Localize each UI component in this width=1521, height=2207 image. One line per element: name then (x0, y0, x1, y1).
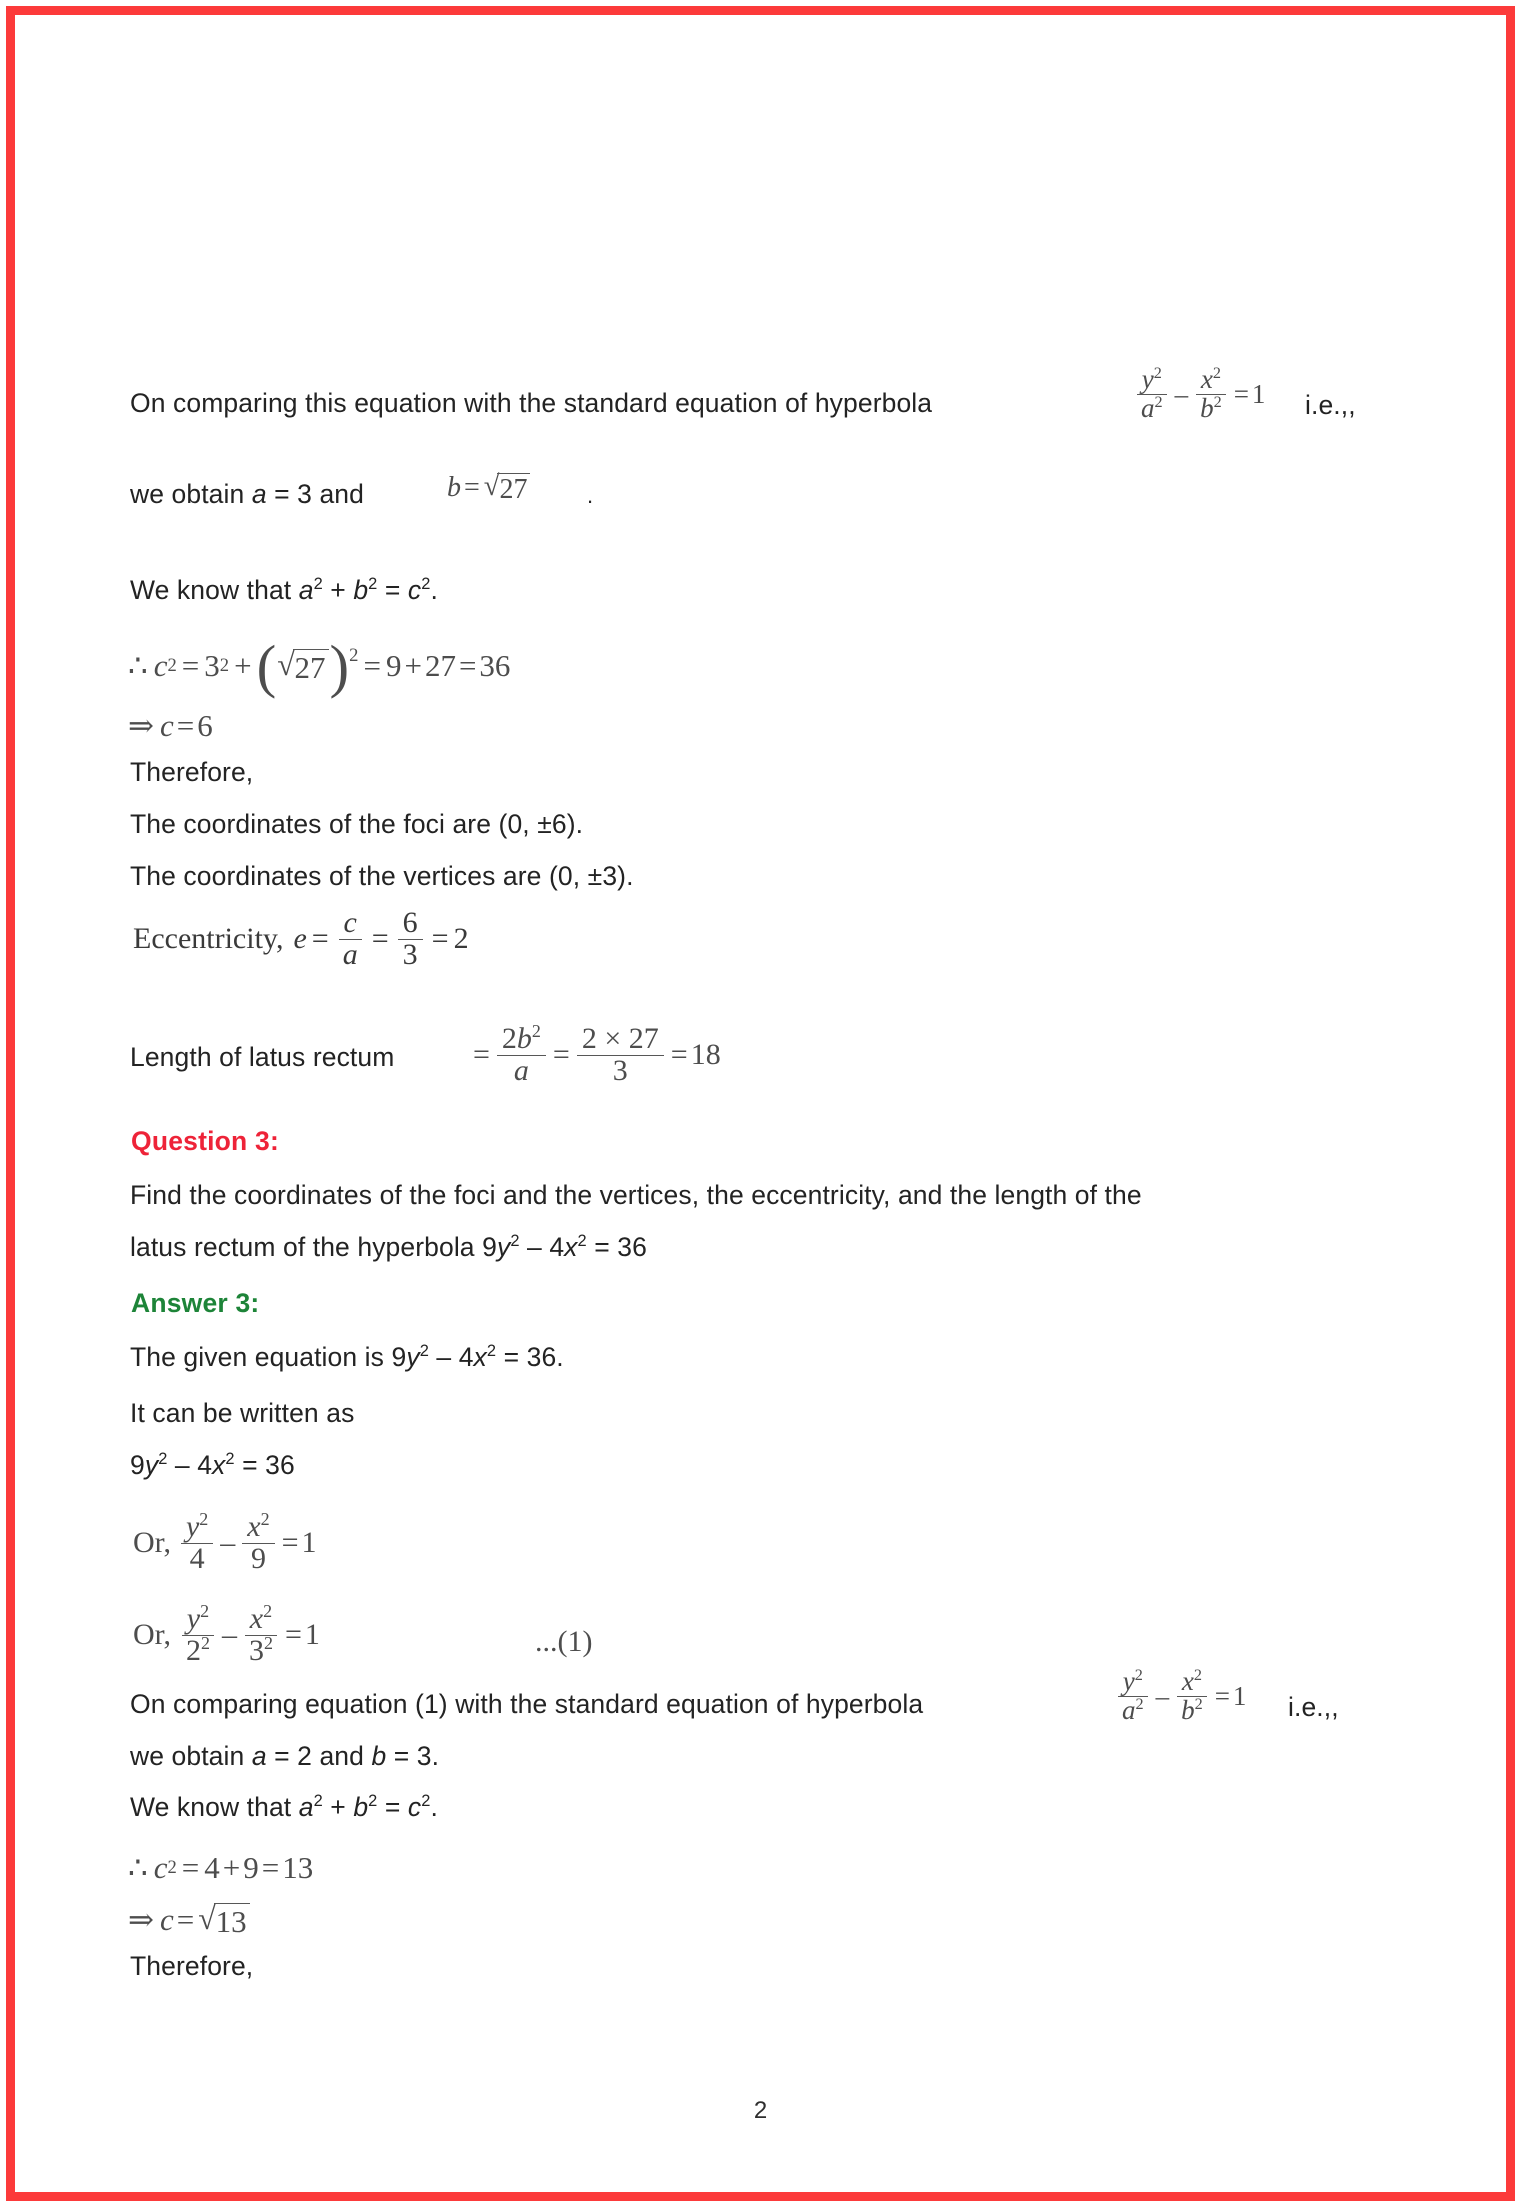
obtain-period-1: . (587, 483, 594, 508)
equation-tag-1: ...(1) (535, 1625, 593, 1658)
c-squared-equation-2: ∴ c 2 = 4 + 9 = 13 (128, 1850, 314, 1885)
answer-3-written-as: It can be written as (130, 1398, 355, 1428)
or-equation-1: Or, $\frac{y^2}{4}$ – $\frac{x^2}{9}$ = 1 (133, 1509, 317, 1575)
obtain-a-var-1: a (251, 479, 267, 509)
page-number: 2 (753, 2097, 768, 2124)
vertices-line-1: The coordinates of the vertices are (0, ±3). (130, 861, 634, 891)
answer-3-given-line: The given equation is $9y^2 - 4x^2 = 36$. (130, 1342, 564, 1372)
therefore-label-2: Therefore, (130, 1951, 254, 1981)
latus-rectum-label-1: Length of latus rectum (130, 1042, 395, 1072)
compare-line-text-2: On comparing equation (1) with the standard equation of hyperbola (130, 1689, 924, 1719)
therefore-label-1: Therefore, (130, 757, 254, 787)
answer-3-heading: Answer 3: (131, 1288, 260, 1318)
obtain-line-1 (130, 479, 364, 509)
ie-label-2: i.e.,, (1288, 1692, 1339, 1722)
obtain-prefix-1: we obtain (130, 479, 245, 509)
obtain-a-value-1: = 3 and (274, 479, 364, 509)
we-know-line-2: We know that $a^2 + b^2 = c^2$. (130, 1792, 438, 1822)
obtain-line-2: we obtain a = 2 and b = 3. (130, 1741, 440, 1771)
answer-3-equation-plain: $9y^2 - 4x^2 = 36$ (130, 1450, 295, 1480)
c-value-equation-2: ⇒ c = √ 13 (128, 1902, 251, 1938)
compare-line-text-1: On comparing this equation with the standard equation of hyperbola (130, 388, 933, 418)
c-squared-equation-1: ∴ c 2 = 3 2 + ( √ 27 ) $^2$ = 9 + 27 = 36 (128, 634, 511, 699)
or-equation-2: Or, $\frac{y^2}{2^2}$ – $\frac{x^2}{3^2}$ = 1 (133, 1601, 320, 1667)
question-3-line-2: latus rectum of the hyperbola $9y^2 - 4x^2 = 36$ (130, 1232, 647, 1262)
b-equals-sqrt27-equation: b = √ 27 (447, 472, 531, 504)
ie-label-1: i.e.,, (1305, 390, 1356, 420)
we-know-line-1: We know that $a^2 + b^2 = c^2$. (130, 575, 438, 605)
question-3-heading: Question 3: (131, 1126, 279, 1156)
foci-line-1: The coordinates of the foci are (0, ±6). (130, 809, 584, 839)
c-value-equation-1: ⇒ c = 6 (128, 708, 213, 743)
eccentricity-equation: Eccentricity, e = $\frac{c}{a}$ = $\frac{6}{3}$ = 2 (133, 906, 469, 971)
latus-rectum-equation-1: = $\frac{2b^2}{a}$ = $\frac{2 \times 27}{3}$ = 18 (473, 1021, 721, 1087)
standard-hyperbola-equation-2: $\frac{y^2}{a^2}$ – $\frac{x^2}{b^2}$ = 1 (1113, 1668, 1246, 1724)
standard-hyperbola-equation-1: $\frac{y^2}{a^2}$ – $\frac{x^2}{b^2}$ = 1 (1132, 366, 1265, 422)
question-3-line-1: Find the coordinates of the foci and the vertices, the eccentricity, and the length of the (130, 1180, 1142, 1210)
